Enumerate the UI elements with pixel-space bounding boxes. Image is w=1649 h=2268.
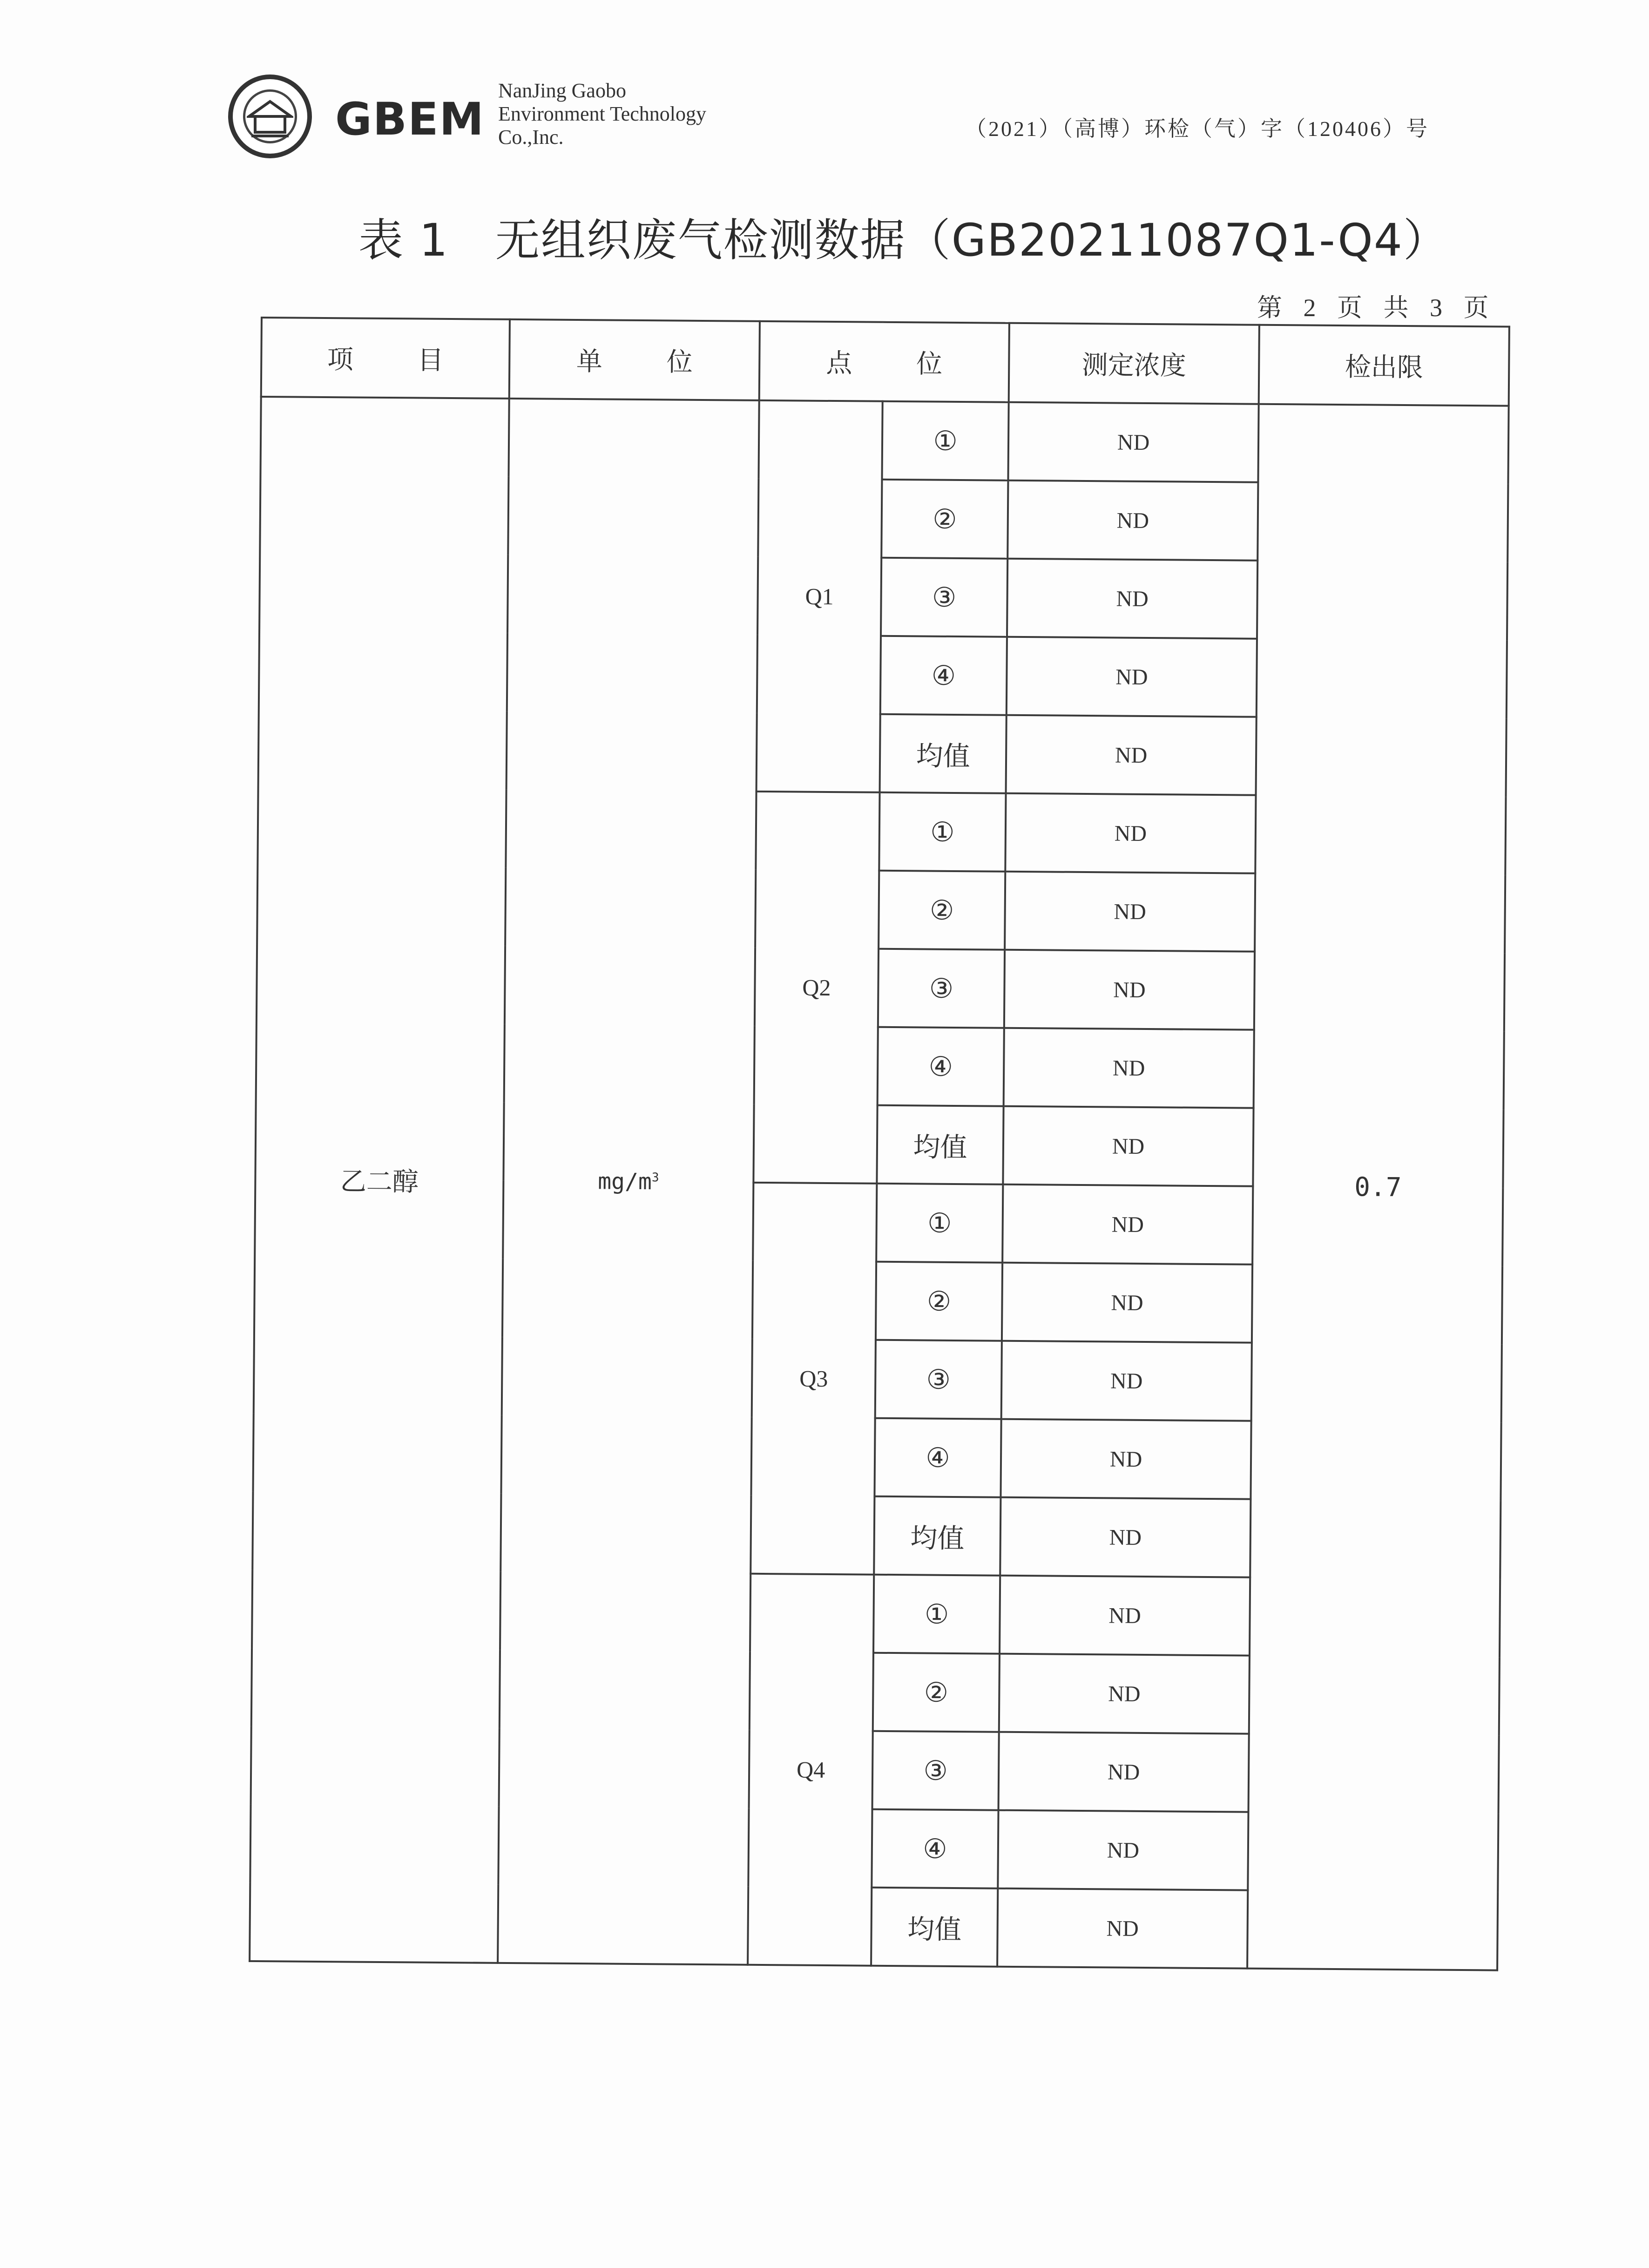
value-cell: ND: [1002, 1185, 1253, 1265]
point-cell: ②: [881, 480, 1008, 559]
point-cell: ②: [879, 871, 1005, 950]
col-header-unit: 单 位: [509, 319, 760, 400]
item-name: 乙二醇: [250, 397, 509, 1963]
table-title-text: 无组织废气检测数据（GB20211087Q1-Q4）: [495, 214, 1449, 266]
group-q2: Q2: [753, 792, 879, 1184]
point-cell: ③: [881, 558, 1007, 637]
table-title: [358, 205, 1449, 269]
point-cell: ②: [873, 1653, 1000, 1732]
point-cell-mean: 均值: [877, 1105, 1003, 1185]
point-cell: ①: [879, 792, 1006, 872]
point-cell-mean: 均值: [880, 714, 1007, 793]
point-cell: ④: [872, 1809, 998, 1889]
value-cell: ND: [1000, 1497, 1250, 1577]
point-cell-mean: 均值: [874, 1496, 1000, 1576]
col-header-concentration: 测定浓度: [1009, 323, 1259, 404]
value-cell: ND: [1000, 1419, 1251, 1499]
point-cell: ④: [880, 636, 1007, 715]
company-seal-logo: [228, 74, 312, 158]
company-line-3: Co.,Inc.: [498, 126, 564, 149]
value-cell: ND: [998, 1810, 1248, 1890]
data-table-container: [249, 317, 1510, 1971]
col-header-item: 项 目: [261, 318, 510, 399]
unit-base: mg/m: [598, 1168, 652, 1195]
point-cell: ③: [872, 1731, 999, 1810]
value-cell: ND: [1002, 1263, 1252, 1343]
point-cell: ④: [874, 1418, 1001, 1497]
point-cell: ①: [873, 1575, 1000, 1654]
point-cell: ④: [878, 1027, 1004, 1106]
value-cell: ND: [1005, 872, 1255, 952]
data-table: [249, 317, 1510, 1971]
report-header: [228, 70, 1439, 177]
group-q3: Q3: [750, 1183, 877, 1575]
value-cell: ND: [999, 1654, 1250, 1734]
point-cell: ①: [882, 401, 1008, 481]
col-header-point: 点 位: [759, 321, 1009, 402]
value-cell: ND: [999, 1732, 1249, 1812]
page-indicator: 第 2 页 共 3 页: [1257, 294, 1496, 322]
value-cell: ND: [1001, 1341, 1252, 1421]
unit-cell: [498, 399, 759, 1965]
value-cell: ND: [1004, 950, 1255, 1030]
value-cell: ND: [1005, 793, 1256, 873]
company-line-1: NanJing Gaobo: [498, 79, 626, 102]
company-name: [498, 79, 706, 149]
value-cell: ND: [1000, 1576, 1250, 1656]
report-number: （2021）（高博）环检（气）字（120406）号: [965, 117, 1429, 141]
header-row: [261, 318, 1509, 406]
value-cell: ND: [1007, 637, 1257, 717]
table-number: 表 1: [358, 214, 449, 266]
group-q1: Q1: [757, 400, 883, 792]
value-cell: ND: [1003, 1106, 1253, 1186]
company-line-2: Environment Technology: [498, 102, 707, 125]
value-cell: ND: [1008, 402, 1258, 482]
brand-name: GBEM: [335, 93, 485, 145]
value-cell: ND: [1006, 715, 1257, 795]
detection-limit: 0.7: [1247, 404, 1509, 1970]
point-cell: ②: [876, 1262, 1002, 1341]
point-cell: ③: [875, 1340, 1002, 1419]
unit-superscript: 3: [651, 1171, 659, 1185]
point-cell: ①: [876, 1184, 1003, 1263]
value-cell: ND: [997, 1889, 1248, 1969]
value-cell: ND: [1007, 481, 1258, 561]
col-header-limit: 检出限: [1259, 325, 1509, 406]
value-cell: ND: [1004, 1028, 1254, 1108]
point-cell-mean: 均值: [871, 1888, 998, 1967]
table-row: [261, 397, 1509, 484]
value-cell: ND: [1007, 559, 1257, 639]
building-icon: [247, 98, 293, 140]
group-q4: Q4: [748, 1574, 874, 1966]
point-cell: ③: [878, 949, 1005, 1028]
